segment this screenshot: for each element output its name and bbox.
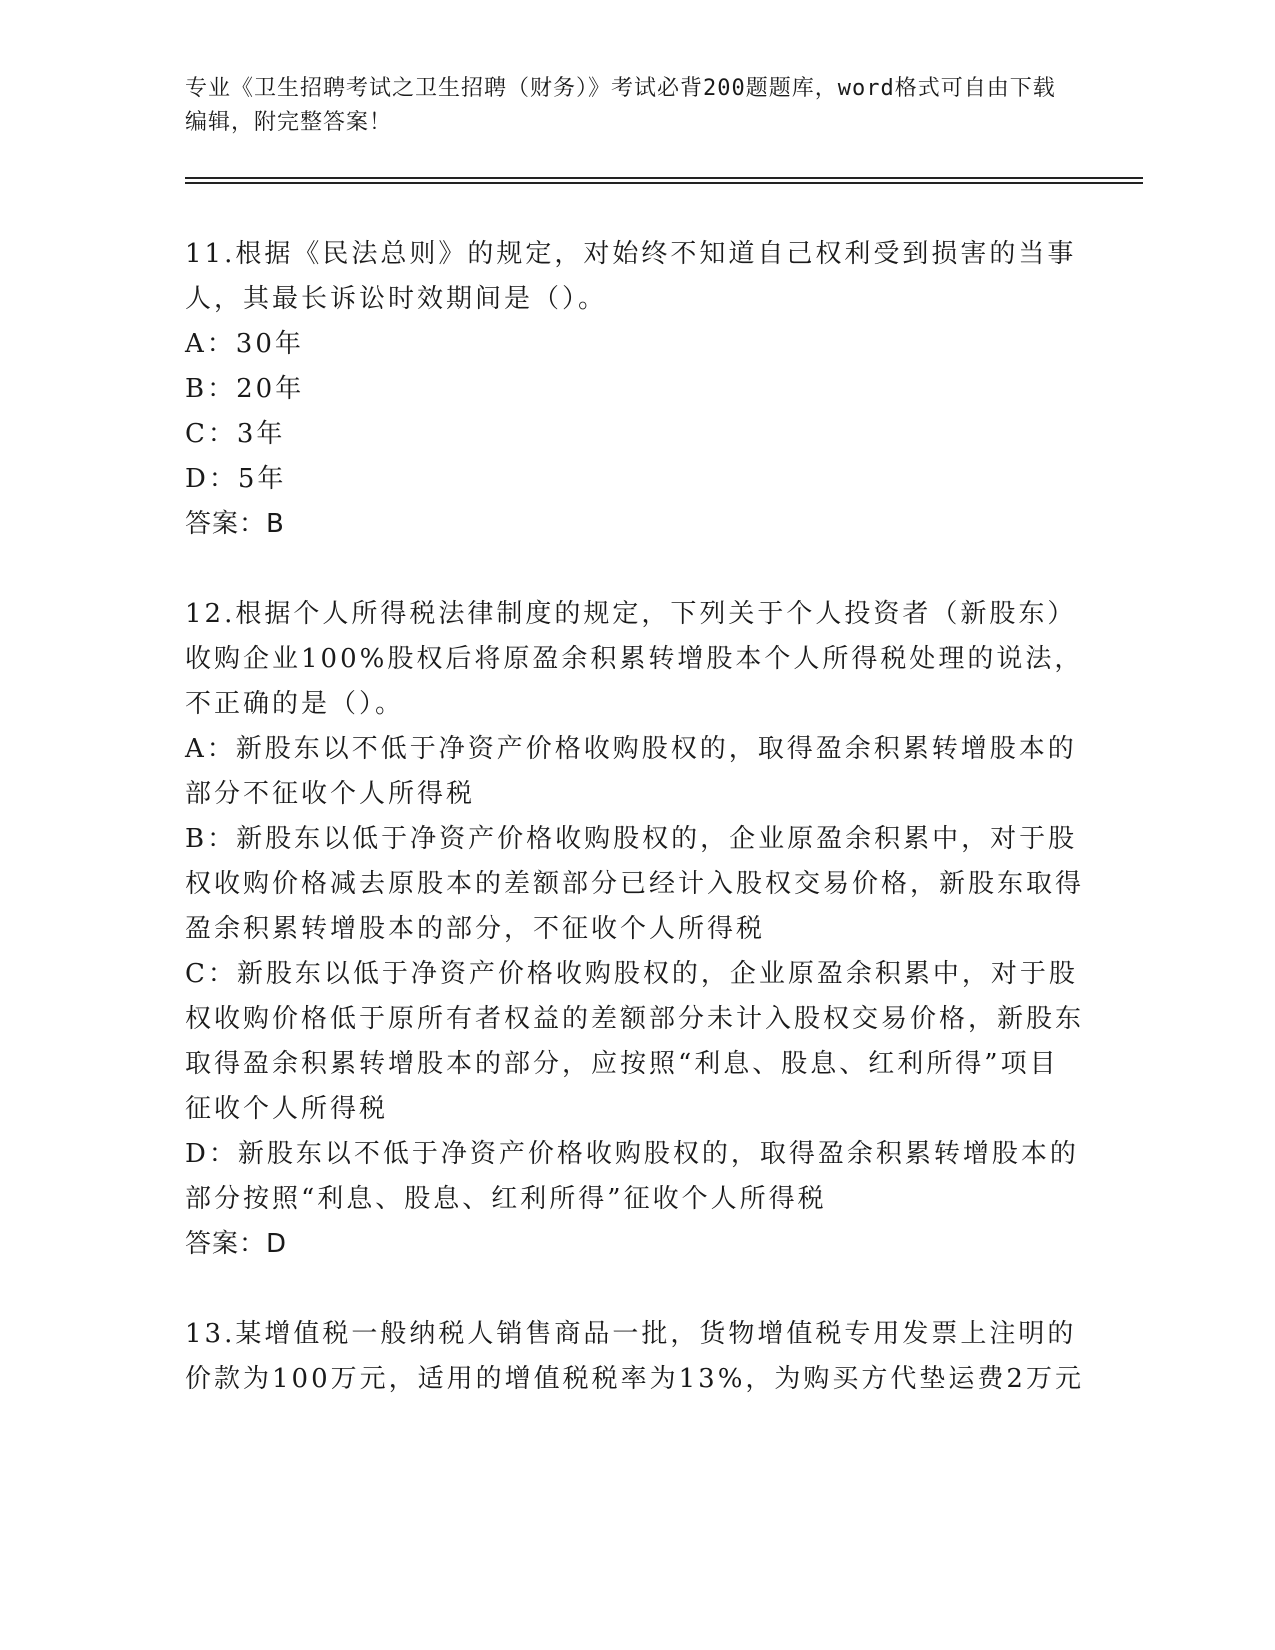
question-text: 12.根据个人所得税法律制度的规定，下列关于个人投资者（新股东）收购企业100%股权后将原盈余积累转增股本个人所得税处理的说法，不正确的是（）。 <box>185 599 1084 719</box>
answer: 答案：B <box>185 509 285 539</box>
question-list <box>185 232 1085 1447</box>
question-12 <box>185 592 1085 1267</box>
option-c: C：新股东以低于净资产价格收购股权的，企业原盈余积累中，对于股权收购价格低于原所有者权益的差额部分未计入股权交易价格，新股东取得盈余积累转增股本的部分，应按照“利息、股息、红利所得”项目征收个人所得税 <box>185 959 1085 1124</box>
option-d: D：5年 <box>185 464 287 494</box>
question-11 <box>185 232 1085 547</box>
option-b: B：20年 <box>185 374 305 404</box>
option-b: B：新股东以低于净资产价格收购股权的，企业原盈余积累中，对于股权收购价格减去原股本的差额部分已经计入股权交易价格，新股东取得盈余积累转增股本的部分，不征收个人所得税 <box>185 824 1085 944</box>
answer: 答案：D <box>185 1229 288 1259</box>
header-text: 专业《卫生招聘考试之卫生招聘（财务）》考试必背200题题库，word格式可自由下载编辑，附完整答案！ <box>185 76 1056 135</box>
question-text: 13.某增值税一般纳税人销售商品一批，货物增值税专用发票上注明的价款为100万元，适用的增值税税率为13%，为购买方代垫运费2万元 <box>185 1319 1084 1394</box>
option-a: A：新股东以不低于净资产价格收购股权的，取得盈余积累转增股本的部分不征收个人所得税 <box>185 734 1077 809</box>
header-divider-bottom <box>185 182 1143 184</box>
question-text: 11.根据《民法总则》的规定，对始终不知道自己权利受到损害的当事人，其最长诉讼时效期间是（）。 <box>185 239 1077 314</box>
option-d: D：新股东以不低于净资产价格收购股权的，取得盈余积累转增股本的部分按照“利息、股息、红利所得”征收个人所得税 <box>185 1139 1079 1214</box>
document-header <box>185 72 1065 140</box>
option-c: C：3年 <box>185 419 286 449</box>
option-a: A：30年 <box>185 329 304 359</box>
question-13 <box>185 1312 1085 1402</box>
header-divider-top <box>185 177 1143 179</box>
